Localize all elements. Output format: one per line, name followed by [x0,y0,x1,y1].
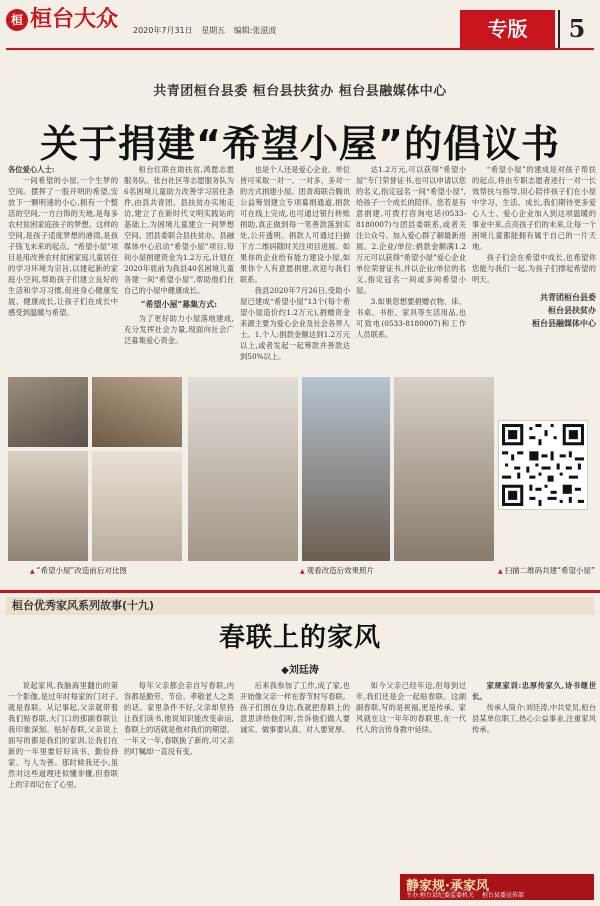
series-title: 桓台优秀家风系列故事(十九) [12,599,155,612]
appeal-paragraph: 一间希望的小屋,一个生梦的空间。摆挥了一股开明的希望,安放下一颗明速的小心,拥有一个整活的空间,一方白饰的天地,是每多农村贫困家庭孩子的梦想。这样的空间,是孩子适度梦想的港湾,是孩子钱飞未来的起点。“希望小屋”项目是用改善农村贫困家庭儿童居住的学习环境为宗旨,以建起新的家庭小空间,帮助孩子们建立良好的生活和学习习惯,促进身心健康发展、健康成长,让孩子们在成长中感受到温暖与希望。 [8,176,118,317]
masthead [0,0,600,50]
story-paragraph: 说起家风,我脑海里翻出的第一个影像,是过年时每家的门对子,就是春联。从记事起,父亲就带着我们贴春联,大门口的那副春联让我印象深刻。贴好春联,父亲说上面写的都是我们的家训,让我们在新的一年里要好好读书、勤俭持家、与人为善。那时候我还小,虽然对这些道理还似懂非懂,但春联上的字却记在了心里。 [8,681,118,789]
site-photo-2 [302,377,390,561]
story-paragraph: 后来我参加了工作,成了家,也开始像父亲一样在春节时写春联。孩子们围在身边,我就把春联上的意思讲给他们听,告诉他们做人要诚实、做事要认真、对人要宽厚。 [240,681,350,734]
footer-title: 静家规·承家风 [406,879,489,894]
appeal-column-2 [124,164,234,374]
qr-code-icon [499,421,587,509]
story-column-5 [472,680,596,860]
appeal-column-3 [240,164,350,374]
appeal-paragraph: 孩子们会在希望中成长,也希望你您能与我们一起,为孩子们撑起希望的明天。 [472,253,596,284]
series-bar [6,597,594,615]
appeal-headline: 关于捐建“希望小屋”的倡议书 [40,122,560,166]
appeal-paragraph: 为了更好助力小屋落地建成,充分发挥社会力量,现面向社会广泛募集爱心资金。 [124,314,234,345]
section-divider [0,590,600,593]
issue-line [133,25,282,36]
appeal-paragraph: 3.如果您想要捐赠衣物、床、书桌、书柜、家具等生活用品,也可致电(0533-8180007)和工作人员联系。 [356,297,466,339]
story-paragraph: 每年父亲都会亲自写春联,内容都是勤劳、节俭、孝敬老人之类的话。家里条件不好,父亲却坚持让我们读书,他说知识能改变命运,春联上的话就是他对我们的期望。一年又一年,春联换了新的,可父亲的叮嘱却一直没有变。 [124,681,234,756]
issue-editor: 编辑:张滋波 [233,26,277,35]
footer-orgs [406,890,530,899]
story-body [8,680,596,840]
appeal-paragraph: 达1.2万元,可以获得“希望小屋”专门荣誉证书,也可以申请以您的名义,指定冠名一间“希望小屋”,给孩子一个成长的陪伴。您若是有意捐建,可拨打咨询电话(0533-8180007)与团县委联系,或者关注公众号、加入爱心群了解最新进展。2.企业/单位:捐款金额满1.2万元可以获得“希望小屋”爱心企业单位荣誉证书,并以企业/单位的名义,指定冠名一间或多间希望小屋。 [356,165,466,295]
site-photo-1 [188,377,298,561]
footer-org-1: 主办:桓台县纪委监委机关 [406,892,475,899]
after-photo-1 [8,451,88,561]
appeal-signoff-3: 桓台县融媒体中心 [532,318,596,328]
footer-org-2: 桓台县委宣传部 [481,892,524,899]
newspaper-logo: 桓 桓台大众 [6,7,126,33]
story-column-2 [124,680,234,900]
issue-date: 2020年7月31日 [133,26,193,35]
section-badge: 专版 [460,10,555,48]
site-photo-3 [394,377,494,561]
before-photo-1 [8,377,88,447]
appeal-paragraph: 我县2020年7月26日,受助小屋已建成“希望小屋”13个(每个希望小屋造价约1.2万元),捐赠资金来源主要为爱心企业及社会各界人士。1.个人:捐款金额达到1.2万元以上,或者发起一起筹款并善款达到50%以上。 [240,286,350,361]
page-number: 5 [558,10,594,48]
appeal-paragraph: 桓台红联在助扶贫,鸿愿志愿服务队、张台社区等志愿服务队为6名困境儿童助力改善学习居住条件,由县共青团、县扶贫办实地走访,建立了在新时代文明实践站的基础上,为困境儿童建立一间梦想空间。团县委联合县扶贫办、县融媒体中心启动“希望小屋”项目,每间小屋捐建资金为1.2万元,计划在2020年底前为我县40名困境儿童各建一间“希望小屋”,帮助他们在自己的小屋中健康成长。 [124,165,234,295]
footer-banner [400,874,594,900]
caption-site: ▲ 观看改造后效果照片 [300,565,374,576]
appeal-signoff-1: 共青团桓台县委 [540,292,596,302]
appeal-paragraph: “希望小屋”的建成是对孩子帮扶的起点,将由专职志愿者进行一对一长效帮扶与指导,用心陪伴孩子们在小屋中学习、生活、成长,我们期待更多爱心人士、爱心企业加入到这项温暖的事业中来,点亮孩子们的未来,让每一个困境儿童都能拥有属于自己的一片天地。 [472,165,596,251]
appeal-column-4 [356,164,466,374]
before-photo-2 [92,377,182,447]
story-column-4 [356,680,466,900]
caption-before-after: ▲ “希望小屋”改造前后对比图 [30,565,127,576]
appeal-paragraph: 也是个人还是爱心企业、单位皆可采取一对一、一对多、多对一的方式捐建小屋。团青海联合腾讯公益筹划建立专项募捐通道,捐款可在线上完成,也可通过银行转账捐助,真正做到每一笔善款落到实处,公开透明。捐款人可通过扫描下方二维码随时关注项目进展。如果你的企业给有能力建设小屋,如果你个人有意愿捐建,欢迎与我们联系。 [240,165,350,284]
appeal-greeting: 各位爱心人士: [8,165,55,174]
story-family-motto: 家规家训:忠厚传家久,诗书继世长。 [472,681,596,701]
story-column-3 [240,680,350,900]
appeal-banner [0,80,600,168]
logo-icon: 桓 [6,9,28,31]
story-author-bio: 传承人简介:刘廷涛,中共党员,桓台县某单位职工,热心公益事业,注重家风传承。 [472,703,596,734]
story-column-1 [8,680,118,900]
story-byline: ◆ 刘廷涛 [0,661,600,676]
appeal-signoff-2: 桓台县扶贫办 [548,305,596,315]
caption-qr: ▲ 扫描二维码共建“希望小屋” [498,565,595,576]
issue-weekday: 星期五 [201,26,226,35]
appeal-orgs: 共青团桓台县委 桓台县扶贫办 桓台县融媒体中心 [153,84,447,99]
story-title: 春联上的家风 [218,623,381,653]
masthead-rule [6,48,594,50]
after-photo-2 [92,451,182,561]
appeal-intertitle: “希望小屋”募集方式: [140,299,218,309]
qr-code[interactable] [498,420,588,510]
appeal-column-1 [8,164,118,374]
story-paragraph: 如今父亲已经年迈,但每到过年,我们还是会一起贴春联。这副副春联,写的是祝福,更是传承。家风就在这一年年的春联里,在一代代人的言传身教中延续。 [356,681,466,734]
